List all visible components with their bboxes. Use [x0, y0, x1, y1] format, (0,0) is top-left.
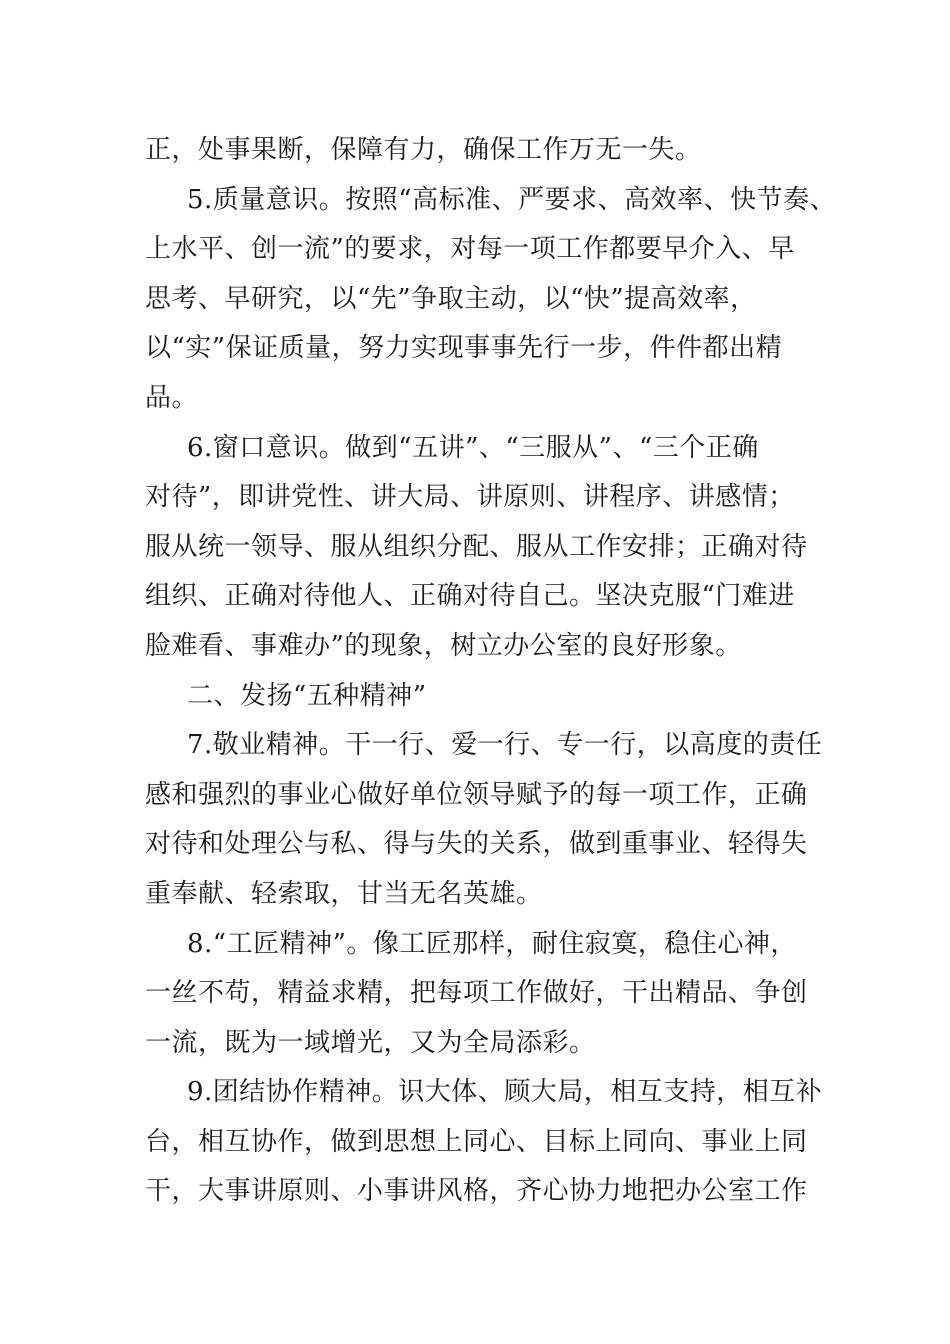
- text-line: 上水平、创一流”的要求，对每一项工作都要早介入、早: [145, 234, 795, 265]
- text-line: 思考、早研究，以“先”争取主动，以“快”提高效率，: [145, 283, 757, 314]
- text-line: 重奉献、轻索取，甘当无名英雄。: [145, 878, 543, 909]
- text-line: 对待”，即讲党性、讲大局、讲原则、讲程序、讲感情；: [145, 482, 795, 513]
- text-line: 对待和处理公与私、得与失的关系，做到重事业、轻得失: [145, 829, 808, 860]
- text-line: 一丝不苟，精益求精，把每项工作做好，干出精品、争创: [145, 978, 808, 1009]
- text-line: 干，大事讲原则、小事讲风格，齐心协力地把办公室工作: [145, 1176, 808, 1207]
- text-line: 正，处事果断，保障有力，确保工作万无一失。: [145, 135, 702, 165]
- section-heading-teamwork-spirit: 9.团结协作精神。识大体、顾大局，相互支持，相互补: [187, 1077, 823, 1108]
- text-line: 品。: [145, 382, 199, 413]
- text-line: 服从统一领导、服从组织分配、服从工作安排；正确对待: [145, 531, 808, 562]
- chapter-heading-five-spirits: 二、发扬“五种精神”: [187, 680, 427, 711]
- text-line: 感和强烈的事业心做好单位领导赋予的每一项工作，正确: [145, 779, 808, 810]
- text-line: 一流，既为一域增光，又为全局添彩。: [145, 1027, 596, 1058]
- text-line: 组织、正确对待他人、正确对待自己。坚决克服“门难进: [145, 581, 795, 612]
- section-heading-window-awareness: 6.窗口意识。做到“五讲”、“三服从”、“三个正确: [187, 432, 759, 463]
- section-heading-craftsman-spirit: 8.“工匠精神”。像工匠那样，耐住寂寞，稳住心神，: [187, 928, 797, 959]
- section-heading-quality-awareness: 5.质量意识。按照“高标准、严要求、高效率、快节奏、: [187, 184, 837, 215]
- text-line: 脸难看、事难办”的现象，树立办公室的良好形象。: [145, 630, 742, 661]
- document-body: [145, 126, 837, 1217]
- section-heading-dedication: 7.敬业精神。干一行、爱一行、专一行，以高度的责任: [187, 730, 823, 761]
- text-line: 台，相互协作，做到思想上同心、目标上同向、事业上同: [145, 1126, 808, 1157]
- text-line: 以“实”保证质量，努力实现事事先行一步，件件都出精: [145, 333, 783, 364]
